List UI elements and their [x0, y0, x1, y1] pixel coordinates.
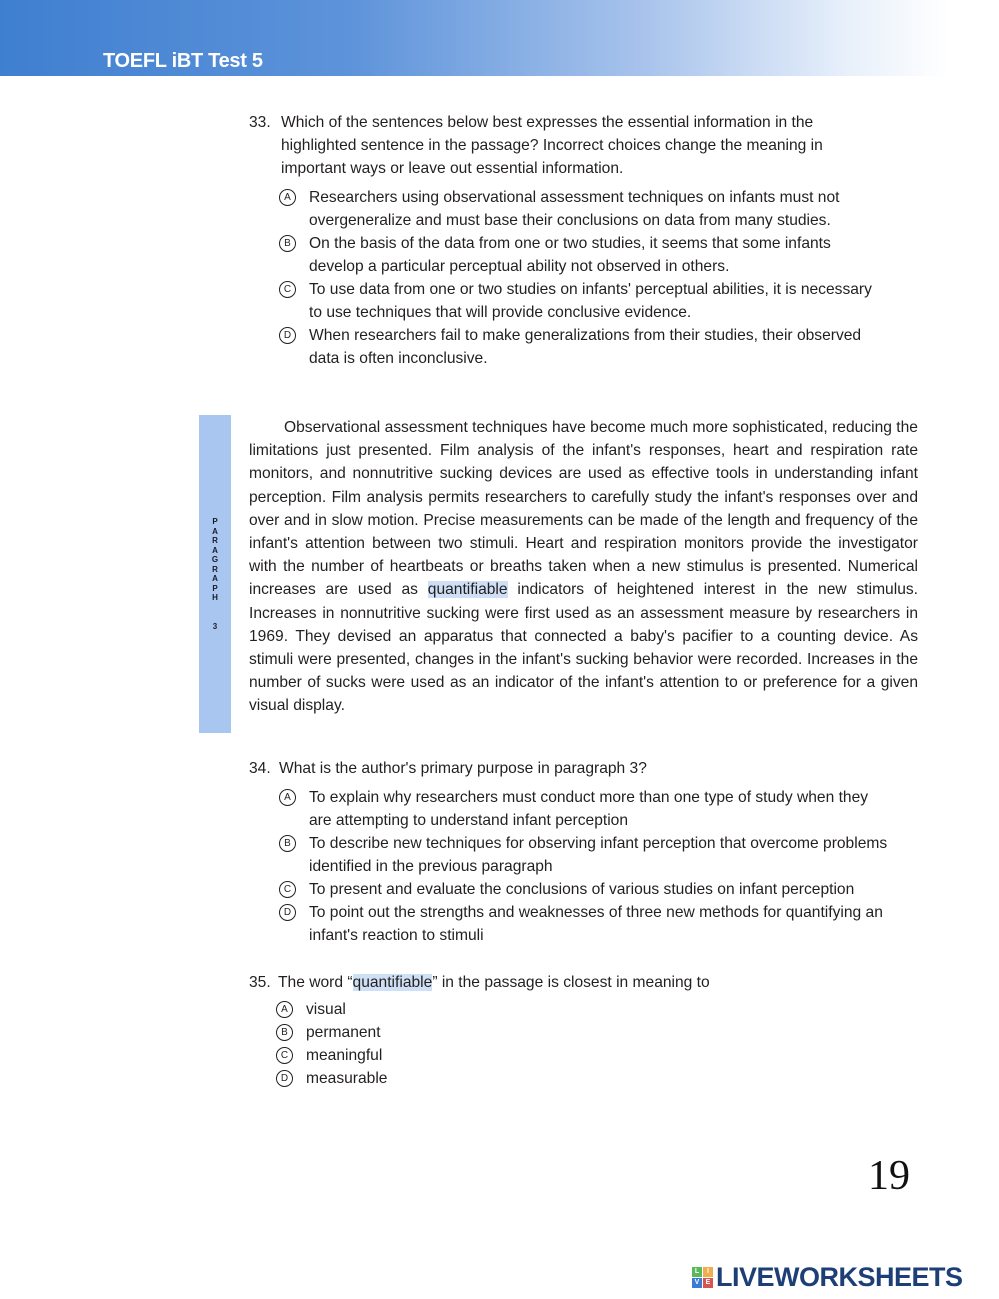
option-circle-icon: B [279, 235, 296, 252]
paragraph-marker [199, 415, 231, 733]
paragraph-label [199, 517, 231, 603]
paragraph-label-letter: G [211, 555, 219, 564]
question-34 [249, 757, 899, 947]
question-number: 34. [249, 760, 271, 777]
logo-text: LIVEWORKSHEETS [716, 1262, 963, 1292]
option-b[interactable]: B permanent [276, 1021, 899, 1044]
paragraph-label-letter: R [212, 564, 218, 574]
paragraph-label-letter: P [212, 583, 218, 593]
option-b[interactable]: B To describe new techniques for observing infant perception that overcome problems identified in the previous paragraph [279, 832, 894, 878]
header-title: TOEFL iBT Test 5 [103, 50, 263, 72]
question-number: 35. [249, 974, 271, 991]
highlighted-word: quantifiable [427, 581, 508, 599]
question-35 [249, 971, 899, 1090]
option-a[interactable]: A visual [276, 998, 899, 1021]
passage-paragraph-3: Observational assessment techniques have become much more sophisticated, reducing the limitations just presented. Film analysis of the infant's responses, heart and respiration rate monitors, and nonnutritive sucking devices are used as effective tools in understanding infant perception. Film analysis permits researchers to carefully study the infant's responses over and over and in slow motion. Precise measurements can be made of the length and frequency of the infant's attention between two stimuli. Heart and respiration monitors provide the investigator with the number of heartbeats or breaths taken when a new stimulus is presented. Numerical increases are used as quantifiable indicators of heightened interest in the new stimulus. Increases in nonnutritive sucking were first used as an assessment measure by researchers in 1969. They devised an apparatus that connected a baby's pacifier to a counting device. As stimuli were presented, changes in the infant's sucking behavior were recorded. Increases in the number of sucks were used as an indicator of the infant's attention to or preference for a given visual display. [249, 419, 918, 715]
paragraph-label-letter: A [212, 574, 218, 583]
question-text: Which of the sentences below best expresses the essential information in the highlighted sentence in the passage? Incorrect choices change the meaning in important ways or leave out essential information. [281, 114, 823, 177]
option-a[interactable]: A Researchers using observational assessment techniques on infants must not overgeneralize and must base their conclusions on data from many studies. [279, 186, 889, 232]
option-circle-icon: D [279, 327, 296, 344]
option-circle-icon: C [279, 281, 296, 298]
option-c[interactable]: C To present and evaluate the conclusions of various studies on infant perception [279, 878, 894, 901]
option-circle-icon: B [279, 835, 296, 852]
paragraph-label-letter: A [212, 526, 218, 536]
paragraph-label-letter: A [212, 545, 218, 555]
option-d[interactable]: D measurable [276, 1067, 899, 1090]
option-circle-icon: C [276, 1047, 293, 1064]
paragraph-number: 3 [212, 622, 218, 631]
option-b[interactable]: B On the basis of the data from one or two studies, it seems that some infants develop a particular perceptual ability not observed in others. [279, 232, 889, 278]
header-banner [0, 0, 999, 76]
paragraph-label-letter: R [212, 536, 218, 545]
question-text: The word “quantifiable” in the passage is closest in meaning to [278, 974, 710, 991]
option-d[interactable]: D To point out the strengths and weaknesses of three new methods for quantifying an infant's reaction to stimuli [279, 901, 894, 947]
page-number: 19 [868, 1153, 910, 1199]
liveworksheets-logo [692, 1262, 963, 1293]
option-circle-icon: A [279, 189, 296, 206]
highlighted-word: quantifiable [352, 974, 433, 991]
paragraph-label-letter: H [212, 593, 218, 602]
option-d[interactable]: D When researchers fail to make generalizations from their studies, their observed data is often inconclusive. [279, 324, 889, 370]
option-a[interactable]: A To explain why researchers must conduct more than one type of study when they are attempting to understand infant perception [279, 786, 894, 832]
option-circle-icon: C [279, 881, 296, 898]
option-c[interactable]: C To use data from one or two studies on infants' perceptual abilities, it is necessary to use techniques that will provide conclusive evidence. [279, 278, 889, 324]
option-circle-icon: B [276, 1024, 293, 1041]
option-circle-icon: A [276, 1001, 293, 1018]
question-text: What is the author's primary purpose in paragraph 3? [279, 760, 647, 777]
logo-grid-icon: L I V E [692, 1267, 713, 1288]
question-33 [249, 111, 889, 370]
question-number: 33. [249, 114, 271, 131]
option-circle-icon: A [279, 789, 296, 806]
option-circle-icon: D [279, 904, 296, 921]
option-c[interactable]: C meaningful [276, 1044, 899, 1067]
paragraph-label-letter: P [212, 517, 218, 526]
option-circle-icon: D [276, 1070, 293, 1087]
